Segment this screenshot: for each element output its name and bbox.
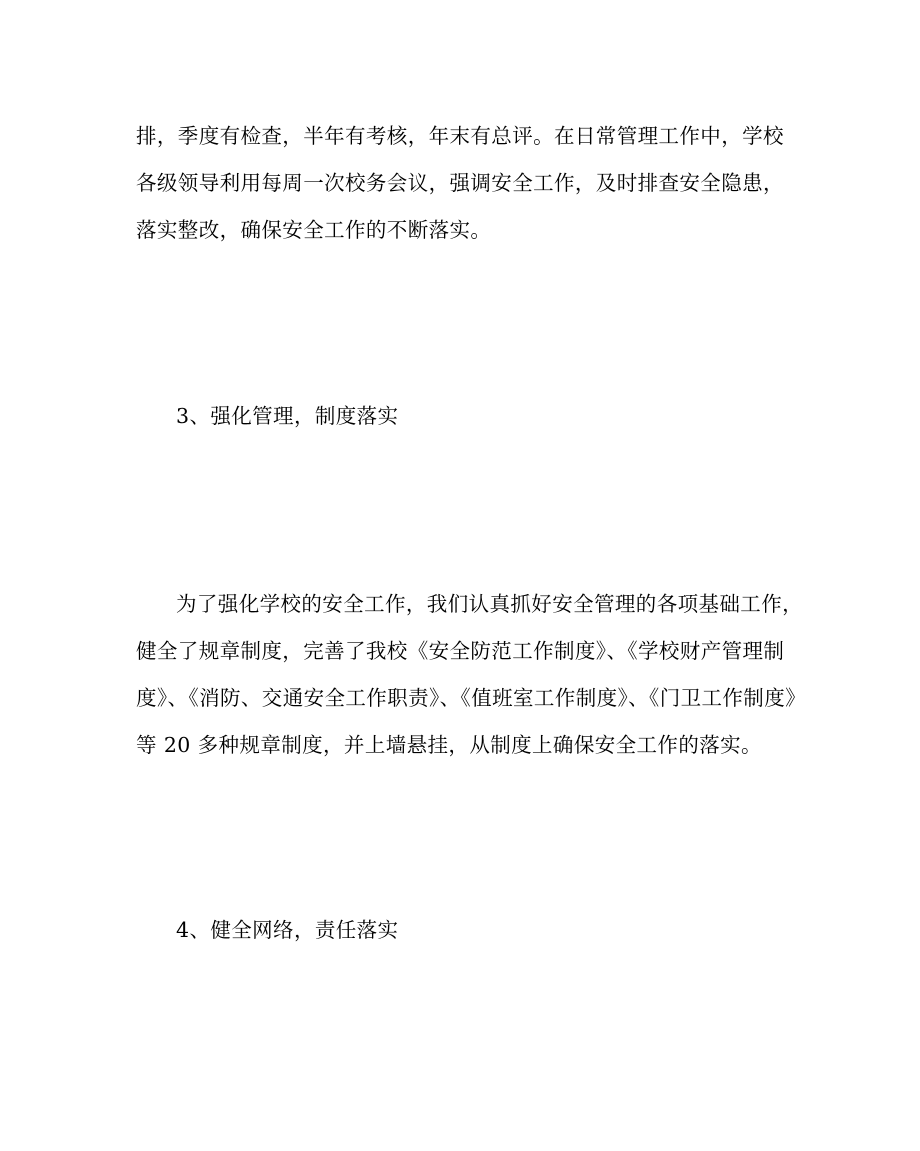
paragraph-2-line-1: 为了强化学校的安全工作，我们认真抓好安全管理的各项基础工作， [176, 592, 803, 616]
paragraph-2-line-4: 等 20 多种规章制度，并上墙悬挂，从制度上确保安全工作的落实。 [136, 733, 762, 757]
section-heading-3: 3、强化管理，制度落实 [176, 404, 399, 428]
paragraph-1-line-1: 排，季度有检查，半年有考核，年末有总评。在日常管理工作中，学校 [136, 124, 784, 148]
paragraph-1-line-3: 落实整改，确保安全工作的不断落实。 [136, 218, 492, 242]
paragraph-1-line-2: 各级领导利用每周一次校务会议，强调安全工作，及时排查安全隐患， [136, 171, 784, 195]
paragraph-2-line-2: 健全了规章制度，完善了我校《安全防范工作制度》、《学校财产管理制 [136, 639, 785, 663]
section-heading-4: 4、健全网络，责任落实 [176, 918, 399, 942]
paragraph-2-line-3: 度》、《消防、交通安全工作职责》、《值班室工作制度》、《门卫工作制度》 [136, 686, 806, 710]
